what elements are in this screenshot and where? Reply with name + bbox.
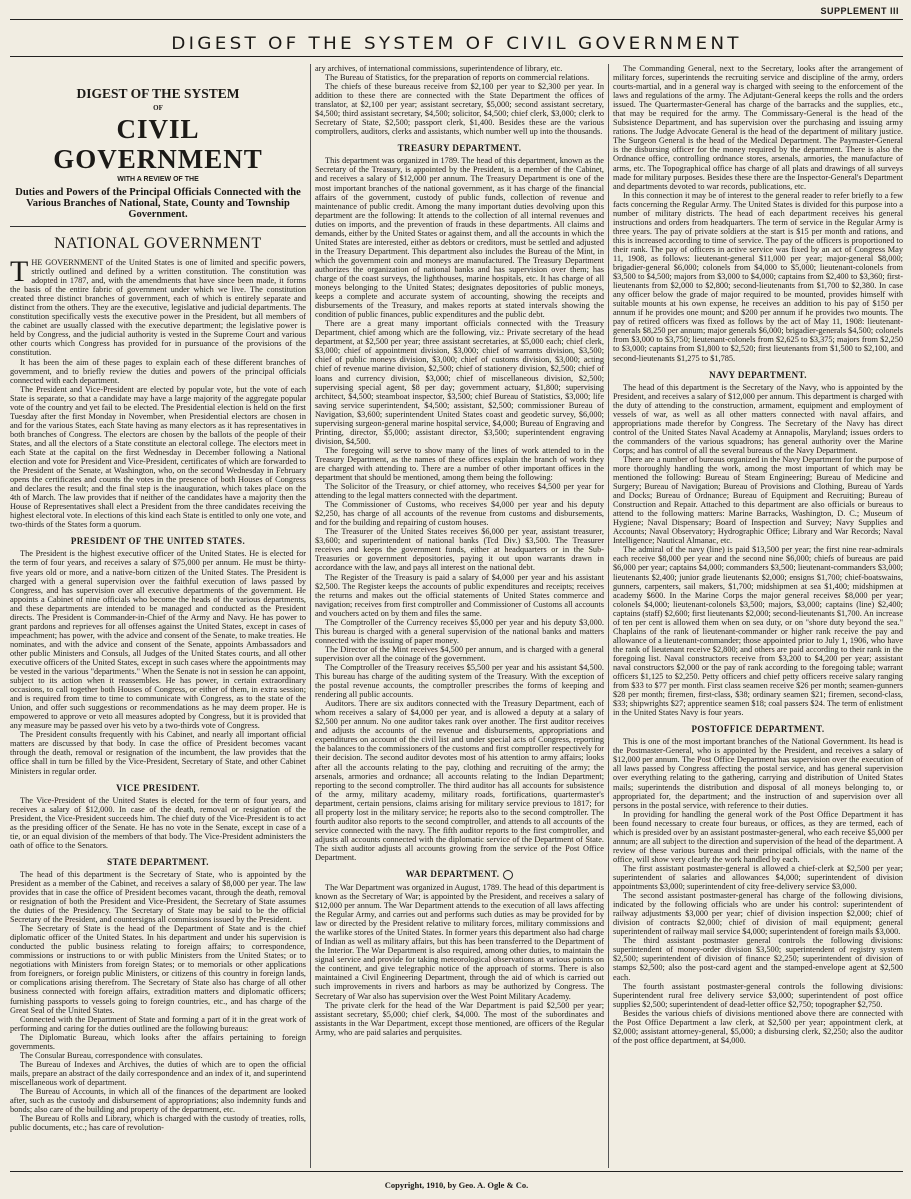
paragraph: The Director of the Mint receives $4,500 per annum, and is charged with a general supervision over all the coinage of the government. [315, 644, 604, 663]
paragraph: In this connection it may be of interest to the general reader to refer briefly to a few facts concerning the Regular Army. The United States is divided for this purpose into a number of military districts. The head of each department receives his general instructions and orders from headquarters. The term of service in the Regular Army is three years. The pay of private soldiers at the start is $15 per month and rations, and this is increased according to time of service. The pay of the officers is proportioned to their rank. The pay of officers in active service was fixed by an act of Congress May 11, 1908, as follows: lieutenant-general $11,000 per year; major-general $8,000; brigadier-general $6,000; colonels from $4,000 to $5,000; lieutenant-colonels from $3,500 to $4,500; majors from $3,000 to $4,000; captains from $2,400 to $3,360; first-lieutenants from $2,000 to $2,800; second-lieutenants from $1,700 to $2,380. In case any officer below the grade of major required to be mounted, provides himself with suitable mounts at his own expense, he receives an addition to his pay of $150 per annum if he provides one mount; and $200 per annum if he provides two mounts. The pay of retired officers was fixed as follows by the act of May 11, 1908: lieutenant-generals $8,250 per annum; major generals $6,000; brigadier-generals $4,500; colonels from $3,000 to $3,750; lieutenant-colonels from $2,625 to $3,375; majors from $2,250 to $3,000; captains from $1,800 to $2,520; first lieutenants from $1,500 to $2,100, and second-lieutenants $1,275 to $1,785. [613, 190, 903, 363]
masthead-rule [10, 226, 306, 227]
paragraph: The Bureau of Indexes and Archives, the duties of which are to open the official mails, prepare an abstract of the daily correspondence and an index of it, and superintend miscellaneous work of department. [10, 1059, 306, 1087]
section-heading-postoffice: POSTOFFICE DEPARTMENT. [691, 724, 825, 735]
paragraph: The first assistant postmaster-general is allowed a chief-clerk at $2,500 per year; superintendent of salaries and allowances $4,000; superintendent of division appointments $3,000; superintendent of city free-delivery service $3,000. [613, 863, 903, 892]
copyright-footer: Copyright, 1910, by Geo. A. Ogle & Co. [384, 1180, 529, 1190]
paragraph: The President is the highest executive officer of the United States. He is elected for the term of four years, and receives a salary of $75,000 per annum. He must be thirty-five years old or more, and a native-born citizen of the United States. The President is charged with a general supervision over the faithful execution of laws passed by Congress, and has supervision over all executive departments of the government. He appoints a Cabinet of nine officials who become the heads of the various departments, and these departments are intended to be managed and conducted as the President directs. The President is Commander-in-Chief of the Army and Navy. He has power to grant pardons and reprieves for all offenses against the United States, except in cases of impeachment; has power, with the advice and consent of the Senate, to make treaties. He nominates, and with the advice and consent of the Senate, appoints Ambassadors and other public Ministers and Consuls, all Judges of the United States courts, and all other executive officers of the United States, except in such cases where the appointments may be vested in the various "departments." When the Senate is not in session he can appoint, subject to its action when it reassembles. He has power, in certain extraordinary occasions, to call together both Houses of Congress, or either of them, in extra session; and is required from time to time to communicate with Congress, as to the state of the Union, and offer such suggestions or recommendations as he may deem proper. He is empowered to approve or veto all measures adopted by Congress, but it is provided that any measure may be passed over his veto by a two-thirds vote of Congress. [10, 549, 306, 731]
paragraph: The President and Vice-President are elected by popular vote, but the vote of each State is separate, so that a candidate may have a large majority of the aggregate popular vote of the country and yet fail to be elected. The Presidential election is held on the first Tuesday after the first Monday in November, when Presidential electors are chosen in and for the various States, each State having as many electors as it has representatives in both branches of Congress. The electors are chosen by the ballots of the people of their States, and all the electors of a State constitute an electoral college. The electors meet in each State at the capital on the first Wednesday in December following a National election and vote for President and Vice-President, certificates of which are forwarded to the President of the Senate, at Washington, who, on the second Wednesday in February opens the certificates and counts the votes in the presence of both Houses of Congress and declares the result; and the final step is the inauguration, which takes place on the 4th of March. The law provides that if neither of the candidates have a majority then the House of Representatives shall elect a President from the three candidates receiving the highest electoral vote. In elections of this kind each State is entitled to only one vote, and two-thirds of the States form a quorum. [10, 384, 306, 530]
top-rule [10, 19, 903, 20]
paragraph: The Vice-President of the United States is elected for the term of four years, and receives a salary of $12,000. In case of the death, removal or resignation of the President, the Vice-President succeeds him. The chief duty of the Vice-President is to act as the presiding officer of the Senate. He has no vote in the Senate, except in case of a tie, or an equal division of the members of that body. The Vice-President administers the oath of office to the Senators. [10, 795, 306, 850]
column-3 [613, 64, 903, 1168]
column-divider [310, 64, 311, 1168]
paragraph: Auditors. There are six auditors connected with the Treasury Department, each of whom receives a salary of $4,000 per year, and is allowed a deputy at a salary of $2,500 per annum. No one auditor takes rank over another. The first auditor receives and adjusts the accounts of the revenue and disbursements, appropriations and expenditures on account of the civil list and under special acts of Congress, reporting the balances to the commissioners of the customs and first comptroller respectively for their decision. The second auditor devotes most of his attention to army affairs; looks after all the accounts relating to the pay, clothing and recruiting of the army; the arsenals, armories and ordnance; all accounts relating to the Indian Department; reporting to the second comptroller. The third auditor has all accounts for subsistence of the army, military academy, military roads, fortifications, quartermaster's department, certain pensions, claims arising for military service previous to 1817; for all property lost in the military service; he reports also to the second comptroller. The fourth auditor also reports to the second comptroller, and attends to all accounts of the service connected with the navy. The fifth auditor reports to the first comptroller, and adjusts all accounts connected with the diplomatic service of the Department of State. The sixth auditor adjusts all accounts growing from the service of the Post Office Department. [315, 699, 604, 862]
banner-rule [10, 56, 903, 57]
paragraph: There are a great many important officials connected with the Treasury Department, chief among which are the following, viz.: Private secretary of the head department, at $2,500 per year; three assistant secretaries, at $5,000 each; chief clerk, $3,000; chief of appointment division, $3,000; chief of warrants division, $3,500; chief of public moneys division, $3,000; chief of customs division, $3,000; acting chief of revenue marine division, $2,500; chief of stationery division, $2,500; chief of loans and currency division, $3,000; chief of miscellaneous division, $2,500; supervising special agent, $8 per day; government actuary, $1,800; supervising architect, $4,500; steamboat inspector, $3,500; chief Bureau of Statistics, $3,000; life saving service superintendent, $4,500; assistant, $2,500; commissioner Bureau of Navigation, $3,600; superintendent United States coast and geodetic survey, $6,000; supervising surgeon-general marine hospital service, $4,000; Bureau of Engraving and Printing, director, $5,000; assistant director, $3,500; superintendent engraving division, $4,500. [315, 319, 604, 446]
paragraph: It has been the aim of these pages to explain each of these different branches of government, and to briefly review the duties and powers of the principal officials connected with each department. [10, 357, 306, 385]
paragraph: The third assistant postmaster general controls the following divisions: superintendent of money-order division $3,500; superintendent of registry system $2,500; superintendent of division of finance $2,250; superintendent of division of stamps $2,500; also the post-card agent and the stamped-envelope agent at $2,500 each. [613, 936, 903, 982]
paragraph: The Treasurer of the United States receives $6,000 per year, assistant treasurer, $3,600; and superintendent of national banks (Tcd Div.) $3,500. The Treasurer receives and keeps the government funds, either at headquarters or in the Sub-Treasuries or government depositories, paying it out upon warrants drawn in accordance with the law, and pays all interest on the national debt. [315, 527, 604, 573]
paragraph: The Solicitor of the Treasury, or chief attorney, who receives $4,500 per year for attending to the legal matters connected with the department. [315, 482, 604, 501]
paragraph: The Comptroller of the Treasury receives $5,500 per year and his assistant $4,500. This bureau has charge of the auditing system of the Treasury. With the exception of the postal revenue accounts, the comptroller prescribes the forms of keeping and rendering all public accounts. [315, 663, 604, 700]
masthead-line2: OF [153, 104, 163, 112]
paragraph: ary archives, of international commissions, superintendence of library, etc. [315, 64, 563, 73]
masthead-subtitle: Duties and Powers of the Principal Officials Connected with the Various Branches of National, State, County and Township Government. [15, 187, 301, 220]
paragraph: The Consular Bureau, correspondence with consulates. [20, 1050, 203, 1060]
paragraph: In providing for handling the general work of the Post Office Department it has been found necessary to create four bureaus, or offices, as they are termed, each of which is presided over by an assistant postmaster-general, who each receive $5,000 per annum; are all subject to the direction and supervision of the head of the department. A review of these various bureaus and their principal officials, with the name of the office, will show very clearly the work handled by each. [613, 809, 903, 864]
emblem-icon [503, 870, 513, 880]
masthead-line4: WITH A REVIEW OF THE [117, 176, 199, 183]
column-2 [315, 64, 604, 1168]
paragraph: The admiral of the navy (line) is paid $13,500 per year; the first nine rear-admirals each receive $8,000 per year and the second nine $6,000; chiefs of bureaus are paid $6,000 per year; captains $4,000; commanders $3,500; lieutenant-commanders $3,000; lieutenants $2,400; junior grade lieutenants $2,000; ensigns $1,700; chief-boatswains, gunners, carpenters, sail makers, $1,700; midshipmen at sea $1,400; midshipmen at academy $600. In the Marine Corps the major general receives $8,000 per year; colonels $4,000; lieutenant-colonels $3,500; majors, $3,000; captains (line) $2,400; captains (staff) $2,600; first lieutenants $2,000; second-lieutenants $1,700. An increase of ten per cent is allowed them when on sea duty, or on "shore duty beyond the sea." Chaplains of the rank of lieutenant-commander or higher rank receive the pay and allowance of a lieutenant-commander; those appointed prior to July 1, 1906, who have the rank of lieutenant receive $2,800; and others are paid according to their rank in the foregoing list. Naval constructors receive from $3,200 to $4,200 per year; assistant naval constructors $2,000 or the pay of rank according to the foregoing table; warrant officers $1,125 to $2,250. Petty officers and chief petty officers receive salary ranging from $33 to $77 per month. First class seamen receive $26 per month; seamen-gunners $28 per month; firemen, first-class, $38; ordinary seamen $21; firemen, second-class, $33; shipwrights $27; apprentice seamen $18; coal passers $24. The term of enlistment in the United States Navy is four years. [613, 545, 903, 718]
paragraph: The Secretary of State is the head of the Department of State and is the chief diplomatic officer of the United States. In his department and under his supervision is conducted the public business relating to foreign affairs; to correspondence, commissions or instructions to or with public Ministers from the United States; or to negotiations with Ministers from foreign States; or to memorials or other applications from foreigners, or foreign public Ministers, or citizens of this country in foreign lands, or complications arising therefrom. The Secretary of State also has charge of all other business connected with foreign affairs, extradition matters and diplomatic officers; furnishing passports to vessels going to foreign countries, etc., and has charge of the Great Seal of the United States. [10, 924, 306, 1015]
paragraph: The Bureau of Accounts, in which all of the finances of the department are looked after, such as the custody and disbursement of appropriations; also indemnity funds and bonds; also care of the building and property of the department, etc. [10, 1086, 306, 1115]
paragraph: Besides the various chiefs of divisions mentioned above there are connected with the Post Office Department a law clerk, at $2,500 per year; appointment clerk, at $2,000; assistant attorney-general, $5,000; a disbursing clerk, $2,250; also the auditor of the post office department, at $4,000. [613, 1008, 903, 1045]
paragraph: The Diplomatic Bureau, which looks after the affairs pertaining to foreign governments. [10, 1032, 306, 1051]
footer-rule [10, 1171, 903, 1172]
paragraph: The Commanding General, next to the Secretary, looks after the arrangement of military forces, superintends the recruiting service and discipline of the army, orders courts-martial, and in a general way is charged with seeing to the enforcement of the laws and regulations of the army. The Adjutant-General keeps the rolls and the orders issued. The Quartermaster-General has charge of the barracks and the supplies, etc., that may be required for the army. The Commissary-General is the head of the Subsistence Department, and has supervision over the purchasing and issuing army rations. The Judge Advocate General is the head of the department of military justice. The Surgeon General is the head of the Medical Department. The Paymaster-General is the disbursing officer for the money required by the department. There is also the Ordnance office, controlling ordnance stores, arsenals, armories, the manufacture of arms, etc. The Topographical office has charge of all plats and drawings of all surveys made for military purposes. Besides these there are the Inspector-General's Department and departments devoted to war records, publications, etc. [613, 64, 903, 191]
paragraph: The fourth assistant postmaster-general controls the following divisions: Superintendent rural free delivery service $3,000; superintendent of post office supplies $2,500; superintendent of dead-letter office $2,750; topographer $2,750. [613, 981, 903, 1009]
section-heading-war: WAR DEPARTMENT. [315, 869, 604, 880]
paragraph: This department was organized in 1789. The head of this department, known as the Secretary of the Treasury, is appointed by the President, is a member of the Cabinet, and receives a salary of $12,000 per annum. The Treasury Department is one of the most important branches of the national government, as it has charge of the financial affairs of the government, custody of public funds, collection of revenue and maintenance of public credit. Among the many important duties devolving upon this department are the following: It attends to the collection of all internal revenues and duties on imports, and the prevention of frauds in these departments. All claims and demands, either by the United States or against them, and all the accounts in which the United States are interested, either as debtors or creditors, must be settled and adjusted in the Treasury Department. This department also includes the Bureau of the Mint, in which the government coin and moneys are manufactured. The Treasury Department authorizes the organization of national banks and has supervision over them; has charge of the coast surveys, the lighthouses, marine hospitals, etc. It has charge of all moneys belonging to the United States; designates depositories of public moneys, keeps a complete and accurate system of accounting, showing the receipts and disbursements of the Treasury, and makes reports at stated intervals showing the condition of public finances, public expenditures and the public debt. [315, 156, 604, 320]
page-banner: DIGEST OF THE SYSTEM OF CIVIL GOVERNMENT [171, 34, 742, 54]
masthead-line1: DIGEST OF THE SYSTEM [76, 86, 240, 101]
masthead [10, 86, 306, 220]
supplement-label: SUPPLEMENT III [820, 6, 899, 16]
paragraph: The second assistant postmaster-general has charge of the following divisions, indicated by the following officials who are under his control: superintendent of railway adjustments $3,000 per year; chief of division inspection $2,000; chief of division of contracts $2,000; chief of division of mail equipment; general superintendent of railway mail service $4,000; superintendent of foreign mails $3,000. [613, 891, 903, 937]
paragraph: There are a number of bureaus organized in the Navy Department for the purpose of more thoroughly handling the work, among the most important of which may be mentioned the following: Bureau of Steam Engineering; Bureau of Medicine and Surgery; Bureau of Navigation; Bureau of Provisions and Clothing, Bureau of Yards and Docks; Bureau of Ordnance; Bureau of Equipment and Recruiting; Bureau of Construction and Repair. Attached to this department are also officials or bureaus to attend to the following matters: Marine Barracks, Washington, D. C.; Museum of Hygiene; Naval Dispensary; Board of Inspection and Survey; Navy Supplies and Accounts; Naval Observatory; Hydrographic Office; Library and War Records; Naval Intelligence; Nautical Almanac, etc. [613, 454, 903, 546]
page [10, 6, 903, 1194]
masthead-title: CIVIL GOVERNMENT [53, 114, 263, 174]
paragraph: The President consults frequently with his Cabinet, and nearly all important official matters are discussed by that body. In case the office of President becomes vacant through the death, removal or resignation of the incumbent, the law provides that the office shall in turn be filled by the Vice-President, Secretary of State, and other Cabinet Ministers in regular order. [10, 730, 306, 776]
section-heading-vice-president: VICE PRESIDENT. [116, 782, 200, 793]
column-divider [608, 64, 609, 1168]
paragraph: The Comptroller of the Currency receives $5,000 per year and his deputy $3,000. This bureau is charged with a general supervision of the national banks and matters connected with the issuing of paper money. [315, 617, 604, 645]
paragraph: The Commissioner of Customs, who receives $4,000 per year and his deputy $2,250, has charge of all accounts of the revenue from customs and disbursements, and for the building and repairing of custom houses. [315, 500, 604, 528]
drop-cap: T [10, 255, 29, 288]
paragraph: The Register of the Treasury is paid a salary of $4,000 per year and his assistant $2,500. The Register keeps the accounts of public expenditures and receipts; receives the returns and makes out the official statements of United States commerce and navigation; receives from first comptroller and Commissioner of Customs all accounts and vouchers acted on by them and files the same. [315, 572, 604, 618]
column-1 [10, 64, 306, 1168]
paragraph: The foregoing will serve to show many of the lines of work attended to in the Treasury Department, as the names of these offices explain the branch of work they are charged with attending to. There are a number of other important offices in the department that should be mentioned, among them being the following: [315, 445, 604, 483]
section-heading-national: NATIONAL GOVERNMENT [54, 235, 262, 252]
paragraph: The Bureau of Rolls and Library, which is charged with the custody of treaties, rolls, public documents, etc.; has care of revolution- [10, 1114, 306, 1133]
paragraph: The private clerk for the head of the War Department is paid $2,500 per year; assistant secretary, $5,000; chief clerk, $4,000. The most of the subordinates and assistants in the War Department, except those mentioned, are officers of the Regular Army, who are paid salaries and perquisites. [315, 1000, 604, 1037]
paragraph: The head of this department is the Secretary of the Navy, who is appointed by the President, and receives a salary of $12,000 per annum. This department is charged with the duty of attending to the construction, armament, equipment and employment of vessels of war, as well as all other matters connected with naval affairs, and appropriations made therefor by Congress. The Secretary of the Navy has direct control of the United States Naval Academy at Annapolis, Maryland; issues orders to the commanders of the various squadrons; has general authority over the Marine Corps; and has control of all the several bureaus of the Navy Department. [613, 382, 903, 455]
paragraph: Connected with the Department of State and forming a part of it in the great work of performing and caring for the duties outlined are the following bureaus: [10, 1014, 306, 1033]
section-heading-president: PRESIDENT OF THE UNITED STATES. [70, 536, 246, 547]
paragraph: The chiefs of these bureaus receive from $2,100 per year to $2,300 per year. In addition to these there are connected with the State Department the offices of translator, at $2,100 per year; assistant secretary, $5,000; second assistant secretary, $4,500; third assistant secretary, $4,500; solicitor, $4,500; chief clerk, $3,000; clerk to Secretary of State, $2,500; passport clerk, $1,400. Besides these are the various comptrollers, auditors, clerks and assistants, which number well up into the thousands. [315, 82, 604, 137]
section-heading-state: STATE DEPARTMENT. [107, 856, 209, 867]
paragraph: THE GOVERNMENT of the United States is one of limited and specific powers, strictly outlined and defined by a written constitution. The constitution was adopted in 1787, and, with the amendments that have since been made, it forms the basis of the entire fabric of government under which we live. The constitution created three distinct branches of government, each of which is entirely separate and distinct from the others. They are the executive, legislative and judicial departments. The constitution specifically vests the executive power in the President, but all members of the cabinet are usually classed with the executive department; the legislative power is held by Congress, and the judicial authority is vested in the Supreme Court and various other courts which Congress has provided for in pursuance of the provisions of the constitution. [10, 255, 306, 358]
paragraph: The head of this department is the Secretary of State, who is appointed by the President as a member of the Cabinet, and receives a salary of $8,000 per year. The law provides that in case the office of President becomes vacant, through the death, removal or resignation of both the President and Vice-President, the Secretary of State assumes the duties of the Presidency. The Secretary of State may be said to be the official Secretary of the President, and countersigns all commissions issued by the President. [10, 869, 306, 925]
paragraph: This is one of the most important branches of the National Government. Its head is the Postmaster-General, who is appointed by the President, and receives a salary of $12,000 per annum. The Post Office Department has supervision over the execution of all laws passed by Congress affecting the postal service, and has general supervision over everything relating to the gathering, carrying and distribution of United States mails; superintends the distribution and disposal of all moneys belonging to, or appropriated for, the department; and the instruction of and supervision over all persons in the postal service, with reference to their duties. [613, 737, 903, 810]
section-heading-navy: NAVY DEPARTMENT. [709, 369, 807, 380]
section-heading-treasury: TREASURY DEPARTMENT. [397, 143, 522, 154]
paragraph: The Bureau of Statistics, for the preparation of reports on commercial relations. [325, 73, 590, 83]
paragraph: The War Department was organized in August, 1789. The head of this department is known as the Secretary of War; is appointed by the President, and receives a salary of $12,000 per annum. The War Department attends to the execution of all laws affecting the Regular Army, and carries out and performs such duties as may be provided for by law or directed by the President relative to military forces, military commissions and the warlike stores of the United States. In former years this department also had charge of Indian as well as military affairs, but this has been transferred to the Department of the Interior. The War Department is also required, among other duties, to maintain the signal service and provide for taking meteorological observations at various points on the continent, and give telegraphic notice of the approach of storms. There is also maintained a Civil Engineering Department, through the aid of which is carried out such improvements in rivers and harbors as may be authorized by Congress. The Secretary of War also has supervision over the West Point Military Academy. [315, 882, 604, 1001]
